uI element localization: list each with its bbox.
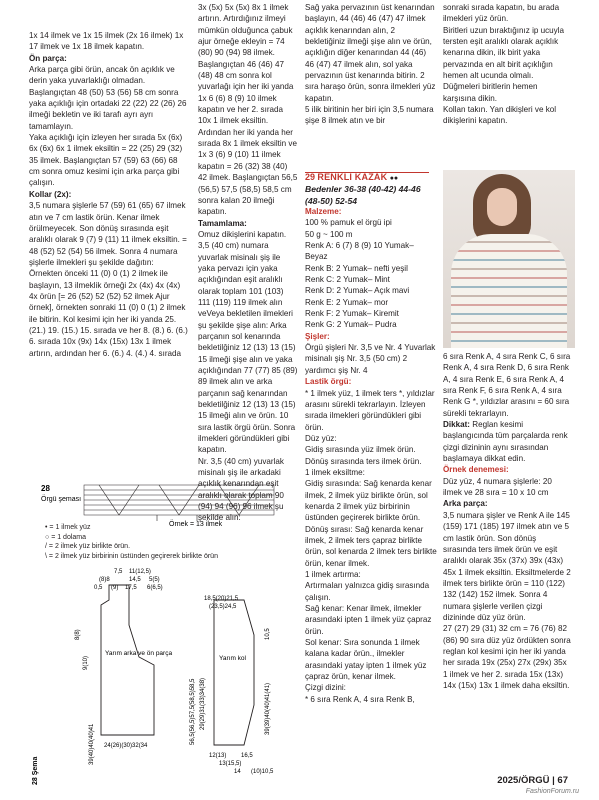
material-6: Renk D: 2 Yumak– Açık mavi [305, 286, 410, 296]
column-3 [305, 2, 437, 127]
dim-top-6: 0,5 [94, 585, 103, 591]
dim-top-9: 6(6,5) [147, 585, 163, 591]
gauge-text: Düz yüz, 4 numara şişlerle: 20 ilmek ve 28 sıra = 10 x 10 cm [443, 476, 552, 498]
difficulty-dots: ●● [389, 175, 399, 182]
legend-item-4: \ = 2 ilmek yüz birbirinin üstünden geçirerek birlikte örün [45, 552, 218, 560]
dim-top-2: 11(12,5) [129, 569, 151, 575]
dim-bottom: 24(26)(30)32(34 [104, 743, 148, 749]
chart-number: 28 [41, 484, 50, 493]
stripe-continue: 6 sıra Renk A, 4 sıra Renk C, 6 sıra Renk A, 4 sıra Renk D, 6 sıra Renk A, 4 sıra Renk E, 6 sıra Renk A, 4 sıra Renk F, 6 sıra Renk A, 4 sıra Renk G *, yıldızlar arasını = 60 sıra sürekli tekrarlayın. [443, 352, 571, 418]
footer-year: 2025 [497, 775, 519, 786]
material-1: 100 % pamuk el örgü ipi [305, 218, 392, 228]
schematic-svg [29, 565, 299, 795]
sleeve-top: 18,5(20)21,5 [204, 596, 239, 602]
finishing-text-2: 3,5 (40 cm) numara yuvarlak misinalı şiş ile yaka pervazı için yaka açıklığından eşit aralıklı olarak toplam 101 (103) 111 (119) 119 ilmek alın veVeya bekletilen ilmekleri şu şekilde şişe alın: Arka parçanın sol kenarında bekletilğiniz 12 (13) 13 (15) 15 ilmeği şişe alın ve yaka açıklığından 77 (77) 85 (89) 89 ilmek alın ve arka parçanın sağ kenarından bekletilğiniz 12 (13) 13 (15) 15 ilmeği alın ve örün. 10 sıra lastik örgü örün. Sonra ilmekleri göründükleri gibi kapatın. [198, 241, 298, 455]
dim-top-1: 7,5 [114, 569, 123, 575]
legend-item-3: / = 2 ilmek yüz birlikte örün. [45, 543, 131, 550]
dec-text-2: Dönüş sırası: Sağ kenarda kenar ilmek, 2 ilmek ters çapraz birlikte örün, sol kenarda 2 ilmek ters birlikte örün, kenar ilmek. [305, 524, 437, 568]
pattern-body [305, 206, 437, 705]
col3-text-2: 5 ilik biritinin her biri için 3,5 numara şişe 8 ilmek atın ve bir [305, 105, 434, 126]
column-1 [29, 30, 188, 359]
page-footer: 2025/ÖRGÜ | 67 [497, 775, 568, 786]
sleeve-bottom-3: 13(15,5) [219, 761, 242, 767]
dim-top-7: (9) [111, 585, 119, 591]
sleeve-side: 29(29)31(33)34(38) [200, 677, 206, 730]
dim-left-3: 39(40)40(40)41 [89, 723, 95, 765]
front-text: Arka parça gibi örün, ancak ön açıklık ve derin yaka yuvarlaklığı olmadan. Başlangıçtan 48 (50) 53 (56) 58 cm sonra yaka açıklığı için ortadaki 22 (22) 22 (26) 26 ilmeği bekletin ve iki tarafı ayrı ayrı tamamlayın. [29, 65, 187, 131]
dim-left-2: 9(10) [83, 655, 89, 670]
pattern-title [305, 172, 435, 207]
legend-item-2: ○ = 1 dolama [45, 533, 87, 541]
stripe-heading: Çizgi dizini: [305, 683, 346, 693]
col4-text-4: Kollan takın. Yan dikişleri ve kol dikişlerini kapatın. [443, 105, 557, 126]
attention-heading: Dikkat: [443, 420, 470, 430]
schema-number: 28 Şema [32, 756, 39, 785]
plain-heading: Düz yüz: [305, 433, 337, 443]
col4-text-1: sonraki sırada kapatın, bu arada ilmekleri yüz örün. [443, 3, 560, 24]
watermark: FashionForum.ru [525, 788, 579, 795]
col1-intro: 1x 14 ilmek ve 1x 15 ilmek (2x 16 ilmek) 1x 17 ilmek ve 1x 18 ilmek kapatın. [29, 31, 184, 52]
sleeve-bottom-4: 14 [234, 769, 241, 775]
sleeve-label: Yarım kol [219, 655, 246, 662]
material-2: 50 g ~ 100 m [305, 229, 353, 239]
col4-text-2: Biritleri uzun bıraktığınız ip ucuyla tersten eşit aralıklı olarak açıklık kenarına dikin, ilk birit yaka pervazında en alt birit açıklığın hemen alt ucunda olmalı. [443, 25, 565, 81]
plain-text: Gidiş sırasında yüz ilmek örün. Dönüş sırasında ters ilmek örün. [305, 445, 422, 466]
body-label: Yarım arka ve ön parça [105, 650, 173, 657]
material-5: Renk C: 2 Yumak– Mint [305, 275, 390, 285]
attention-text: Reglan kesimi başlangıcında tüm parçalarda renk çizgi dizininin aynı sırasından başlamaya dikkat edin. [443, 420, 568, 464]
chart-repeat-label: Örnek = 13 ilmek [169, 521, 223, 528]
dim-top-4: 14,5 [129, 577, 141, 583]
back-text: 3,5 numara şişler ve Renk A ile 145 (159) 171 (185) 197 ilmek atın ve 5 cm lastik örün. Son dönüş sırasında ters ilmek örün ve eşit aralıklı olarak 35x (37x) 39x (43x) 45x 1 ilmek eksiltin. Eksiltmelerde 2 ilmek ters birlikte örün = 110 (122) 132 (142) 152 ilmek. Sonra 4 numara şişlerle verilen çizgi dizininde düz yüz örün. [443, 510, 571, 622]
sleeve-top-2: (23,5)24,5 [209, 604, 237, 610]
rib-text: * 1 ilmek yüz, 1 ilmek ters *, yıldızlar arasını sürekli tekrarlayın. İzleyen sırada ilmekleri göründükleri gibi örün. [305, 388, 435, 432]
sleeve-side-2: 39(39)40(40)41(41) [265, 682, 271, 735]
finishing-heading: Tamamlama: [198, 218, 247, 228]
column-4 [443, 2, 571, 127]
material-7: Renk E: 2 Yumak– mor [305, 297, 389, 307]
dec-heading: 1 ilmek eksiltme: [305, 467, 365, 477]
dim-top-3: (8)8 [99, 577, 110, 583]
inc-text: Artırmaları yalnızca gidiş sırasında çalışın. [305, 581, 430, 602]
photo-face [487, 188, 517, 226]
materials-heading: Malzeme: [305, 207, 342, 216]
col4-text-3: Düğmeleri biritlerin hemen karşısına dikin. [443, 82, 538, 103]
stripe-text: * 6 sıra Renk A, 4 sıra Renk B, [305, 694, 415, 704]
schematic [29, 565, 299, 795]
material-9: Renk G: 2 Yumak– Pudra [305, 320, 397, 330]
dim-top-5: 5(5) [149, 577, 160, 583]
col3-text-1: Sağ yaka pervazının üst kenarından başlayın, 44 (46) 46 (47) 47 ilmek açıklık kenarından alın, 2 bekletiğiniz ilmeği şişe alın ve örün, açıklığın diğer kenarından 44 (46) 46 (47) 47 ilmek alın, sol yaka pervazının üst kenarında bitirin. 2 sıra haraşo örün, sonra ilmekleri yüz kapatın. [305, 3, 436, 103]
front-heading: Ön parça: [29, 53, 67, 63]
sleeve-shape [214, 600, 254, 745]
chart-legend [45, 523, 315, 561]
dec-text: Gidiş sırasında: Sağ kenarda kenar ilmek, 2 ilmek yüz birlikte örün, sol kenarda 2 ilmek yüz birbirinin üstünden geçirerek birlikte örün. [305, 479, 432, 523]
finishing-text: Omuz dikişlerini kapatın. [198, 229, 287, 239]
col2-text-1: 3x (5x) 5x (5x) 8x 1 ilmek artırın. Artırdığınız ilmeyi mümkün olduğunca çabuk ajur örneğe ekleyin = 74 (80) 90 (94) 98 ilmek. [198, 3, 293, 58]
material-8: Renk F: 2 Yumak– Kiremit [305, 309, 399, 319]
dim-left-1: 8(8) [75, 629, 81, 640]
back-heading: Arka parça: [443, 499, 488, 509]
page-number: 67 [557, 775, 568, 786]
inc-heading: 1 ilmek artırma: [305, 570, 361, 579]
sleeve-left: 56,5(56,5)57,5(58,5)58,5 [190, 678, 196, 745]
inc-text-3: Sol kenar: Sıra sonunda 1 ilmek kalana kadar örün., ilmekler arasındaki yatay ipten 1 ilmek yüz çapraz örün, kenar ilmek. [305, 638, 427, 682]
pattern-number: 29 [305, 172, 316, 182]
column-4-lower [443, 351, 571, 691]
pattern-sizes: Bedenler 36-38 (40-42) 44-46 (48-50) 52-54 [305, 184, 421, 206]
col2-text-2: Başlangıçtan 46 (46) 47 (48) 48 cm sonra kol yuvarlağı için her iki yanda 1x 6 (6) 8 (9) 10 ilmek kapatın ve her 2. sırada 10x 1 ilmek eksiltin. Ardından her iki yanda her sırada 8x 1 ilmek eksiltin ve 1x 3 (6) 9 (10) 11 ilmek kapatın = 26 (32) 38 (40) 42 ilmek. Başlangıçtan 56,5 (56,5) 57,5 (58,5) 58,5 cm sonra kalan 20 ilmeği kapatın. [198, 59, 298, 217]
dim-top-8: 17,5 [125, 585, 137, 591]
body-shape [101, 585, 154, 735]
back-text-2: 27 (27) 29 (31) 32 cm = 76 (76) 82 (86) 90 sıra düz yüz ördükten sonra reglan kol kesimi için her iki yanda her sırada 19x (25x) 27x (29x) 35x 1 ilmek ve her 2. sırada 15x (13x) 14x (15x) 13x 1 ilmek daha eksiltin. [443, 624, 571, 690]
needles-heading: Şişler: [305, 331, 330, 341]
column-2 [198, 2, 298, 524]
sleeves-text: 3,5 numara şişlerle 57 (59) 61 (65) 67 ilmek atın ve 7 cm lastik örün. Kenar ilmek örülmeyecek. Son dönüş sırasında eşit aralıklı olarak 9 (7) 9 (11) 11 ilmek eksiltin. = 48 (52) 52 (54) 56 ilmek. Sonra 4 numara şişlerle ilmekleri şu şekilde dağıtın: Örnekten önceki 11 (0) 0 (1) 2 ilmek ile başlayın, 13 ilmeklik örneği 2x (4x) 4x (4x) 4x örün [= 26 (52) 52 (52) 52 ilmek Ajur örnek], örnekten sonraki 11 (0) 0 (1) 2 ilmek ile bitirin. Kol kesimi için her iki yanda 25. (21.) 19. (15.) 15. sırada ve her 8. (8.) 6. (6.) 6. sırada 10x (9x) 14x (15x) 13x 1 ilmek artırın, ardından her 6. (6.) 4. (4.) 4. sırada [29, 201, 188, 358]
inc-text-2: Sağ kenar: Kenar ilmek, ilmekler arasındaki ipten 1 ilmek yüz çapraz örün. [305, 604, 432, 636]
model-photo [443, 170, 575, 348]
gauge-heading: Örnek denemesi: [443, 465, 509, 475]
front-text-2: Yaka açıklığı için izleyen her sırada 5x (6x) 6x (6x) 6x 1 ilmek eksiltin = 22 (25) 29 (32) 35 ilmek. Başlangıçtan 57 (59) 63 (66) 68 cm sonra omuz kesimi için arka parça gibi çalışın. [29, 133, 183, 188]
legend-item-1: • = 1 ilmek yüz [45, 524, 91, 531]
sleeve-right: 10,5 [265, 628, 271, 640]
finishing-text-3: Nr. 3,5 (40 cm) yuvarlak misinalı şiş ile arkadaki açıklık kenarından eşit aralıklı olarak toplam 90 (94) 94 (96) 96 ilmek şu şekilde alın: [198, 456, 284, 523]
sleeve-bottom-1: 12(13) [209, 753, 227, 759]
photo-sweater [451, 234, 567, 348]
footer-brand: ÖRGÜ [520, 775, 550, 786]
chart-grid [84, 485, 274, 515]
needles-text: Örgü şişleri Nr. 3,5 ve Nr. 4 Yuvarlak misinalı şiş Nr. 3,5 (50 cm) 2 yardımcı şiş Nr. 4 [305, 343, 436, 375]
pattern-name: RENKLİ KAZAK [317, 172, 388, 182]
material-4: Renk B: 2 Yumak– nefti yeşil [305, 263, 408, 273]
sleeve-bottom-2: 16,5 [241, 753, 253, 759]
material-3: Renk A: 6 (7) 8 (9) 10 Yumak– Beyaz [305, 241, 414, 262]
sleeves-heading: Kollar (2x): [29, 189, 72, 199]
rib-heading: Lastik örgü: [305, 377, 352, 387]
chart-label: Örgü şeması [41, 496, 82, 503]
sleeve-bottom-5: (10)10,5 [251, 769, 274, 775]
